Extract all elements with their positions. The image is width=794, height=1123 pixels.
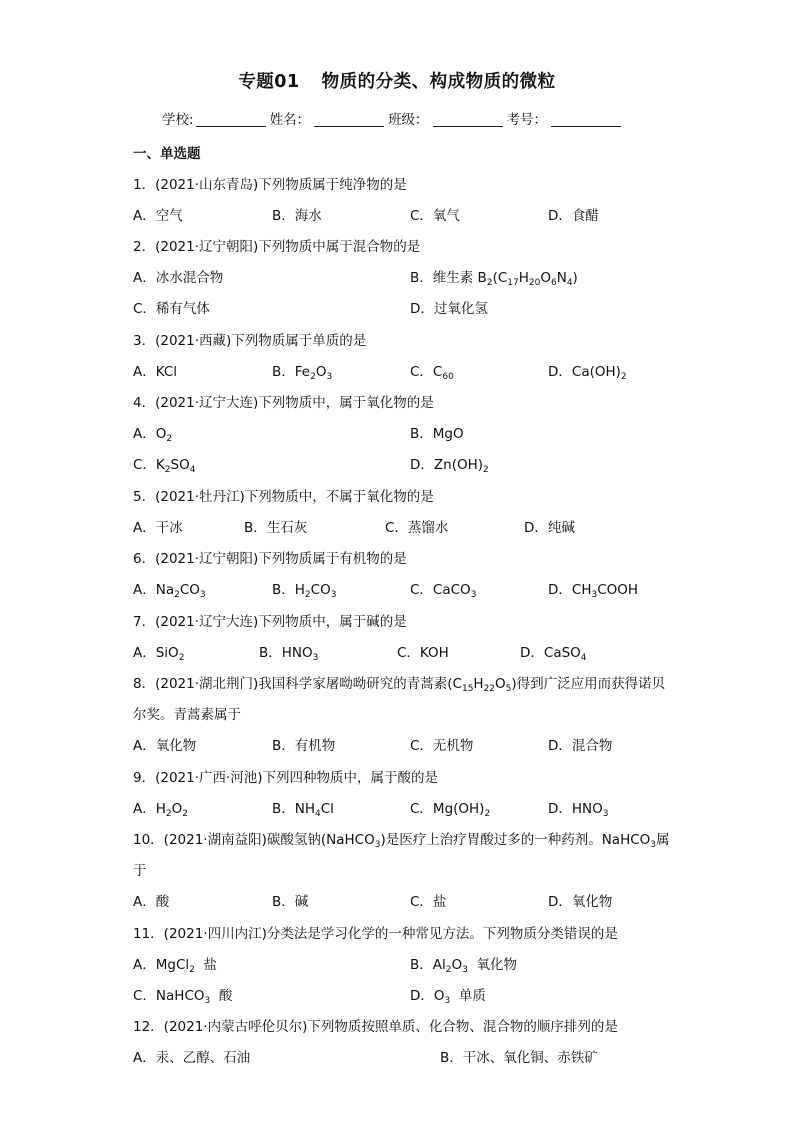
section-title: 一、单选题 [133,146,201,162]
question-stem-continued: 于 [133,863,147,879]
option-c: C．蒸馏水 [385,520,449,536]
option-b: B．$NH_4Cl$ [272,801,334,819]
question-stem: 7．(2021·辽宁大连)下列物质中，属于碱的是 [133,614,407,630]
option-d: D．食醋 [548,208,599,224]
option-b: B．生石灰 [244,520,308,536]
page-title [0,68,794,93]
question-stem: 3．(2021·西藏)下列物质属于单质的是 [133,333,367,349]
question-stem-continued: 尔奖。青蒿素属于 [133,707,241,723]
option-d: D．$HNO_3$ [548,801,609,819]
school-label: 学校: [162,112,194,128]
class-label: 班级： [388,112,429,128]
option-c: C．$Mg(OH)_2$ [410,801,491,819]
option-b: B．$HNO_3$ [259,645,319,663]
option-c: C．盐 [410,894,447,910]
exam-no-blank[interactable] [551,112,621,127]
question-stem: 4．(2021·辽宁大连)下列物质中，属于氧化物的是 [133,395,434,411]
question-stem: 12．(2021·内蒙古呼伦贝尔)下列物质按照单质、化合物、混合物的顺序排列的是 [133,1019,618,1035]
option-a: A．汞、乙醇、石油 [133,1050,251,1066]
option-c: C．CaCO$_3$ [410,582,477,600]
option-c: C．NaHCO$_3$ 酸 [133,988,233,1006]
option-c: C．$C_{60}$ [410,364,454,382]
school-blank[interactable] [196,112,266,127]
option-d: D．纯碱 [524,520,575,536]
option-b: B．干冰、氧化铜、赤铁矿 [440,1050,598,1066]
option-a: A．空气 [133,208,183,224]
option-c: C．$K_2SO_4$ [133,457,196,475]
question-stem: 6．(2021·辽宁朝阳)下列物质属于有机物的是 [133,551,407,567]
option-d: D．$Zn(OH)_2$ [410,457,489,475]
option-d: D．混合物 [548,738,613,754]
question-stem: 5．(2021·牡丹江)下列物质中，不属于氧化物的是 [133,489,434,505]
option-d: D．$Ca(OH)_2$ [548,364,627,382]
question-stem: 11．(2021·四川内江)分类法是学习化学的一种常见方法。下列物质分类错误的是 [133,926,618,942]
option-a: A．酸 [133,894,170,910]
name-label: 姓名： [269,112,311,128]
option-b: B．$Al_2O_3$ 氧化物 [410,957,517,975]
option-b: B．海水 [272,208,322,224]
option-a: A．冰水混合物 [133,270,224,286]
option-c: C．稀有气体 [133,301,210,317]
class-blank[interactable] [433,112,503,127]
exam-no-label: 考号： [506,112,548,128]
option-d: D．$CH_3COOH$ [548,582,639,600]
option-a: A．干冰 [133,520,183,536]
title-code: 专题01 [238,72,300,92]
question-stem: 1．(2021·山东青岛)下列物质属于纯净物的是 [133,177,407,193]
name-blank[interactable] [314,112,384,127]
option-c: C．KOH [397,645,449,661]
student-info-line [162,108,625,128]
question-stem: 8．(2021·湖北荆门)我国科学家屠呦呦研究的青蒿素$(C_{15}H_{22}O_5)$得到广泛应用而获得诺贝 [133,676,666,694]
option-c: C．无机物 [410,738,474,754]
title-topic: 物质的分类、构成物质的微粒 [321,72,556,92]
option-a: A．氧化物 [133,738,197,754]
option-b: B．MgO [410,426,464,442]
option-d: D．氧化物 [548,894,613,910]
option-d: D．CaSO$_4$ [520,645,587,663]
question-stem: 10．(2021·湖南益阳)碳酸氢钠(NaHCO$_3$)是医疗上治疗胃酸过多的一种药剂。NaHCO$_3$属 [133,832,670,850]
option-a: A．$H_2O_2$ [133,801,188,819]
option-a: A．KCl [133,364,178,380]
option-d: D．$O_3$ 单质 [410,988,486,1006]
option-a: A．MgCl$_2$ 盐 [133,957,217,975]
option-b: B．$H_2CO_3$ [272,582,337,600]
option-a: A．$Na_2CO_3$ [133,582,206,600]
option-b: B．有机物 [272,738,336,754]
option-b: B．碱 [272,894,309,910]
option-b: B．维生素 $B_2(C_{17}H_{20}O_6N_4)$ [410,270,578,288]
option-d: D．过氧化氢 [410,301,488,317]
option-a: A．SiO$_2$ [133,645,185,663]
option-c: C．氧气 [410,208,460,224]
question-stem: 9．(2021·广西·河池)下列四种物质中，属于酸的是 [133,770,439,786]
option-a: A．$O_2$ [133,426,173,444]
question-stem: 2．(2021·辽宁朝阳)下列物质中属于混合物的是 [133,239,421,255]
option-b: B．$Fe_2O_3$ [272,364,333,382]
